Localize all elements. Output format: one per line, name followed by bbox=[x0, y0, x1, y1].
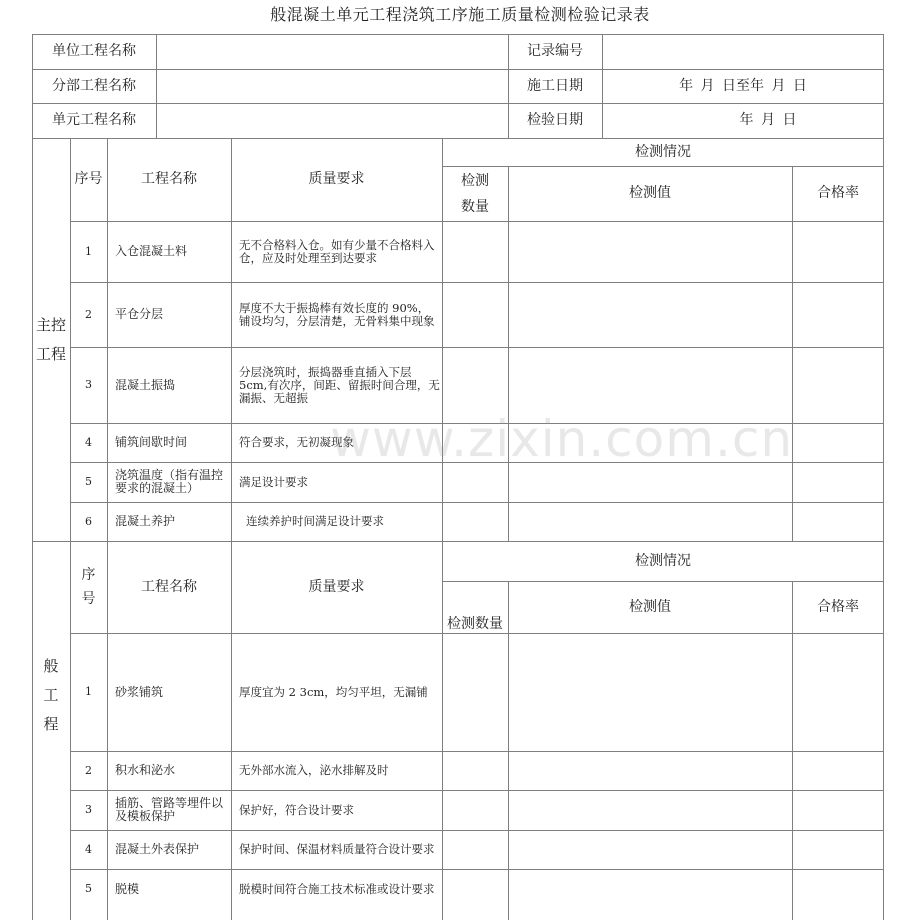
general-row-1-no: 1 bbox=[85, 685, 92, 699]
col-no-header: 序号 bbox=[74, 171, 103, 188]
element-project-value[interactable] bbox=[156, 103, 508, 138]
division-project-label: 分部工程名称 bbox=[52, 77, 136, 94]
general-col-no-header-line1: 序 bbox=[81, 567, 96, 583]
col-count-header-line2: 数量 bbox=[461, 198, 489, 215]
general-row-4-rate-cell[interactable] bbox=[792, 830, 884, 869]
main-row-1-rate-cell[interactable] bbox=[792, 221, 884, 282]
general-col-rate-header: 合格率 bbox=[817, 598, 859, 615]
general-row-1-item: 砂浆铺筑 bbox=[115, 684, 164, 699]
general-row-3-rate-cell[interactable] bbox=[792, 790, 884, 830]
general-row-2-count-cell[interactable] bbox=[442, 751, 508, 790]
main-row-5-count-cell[interactable] bbox=[442, 462, 508, 502]
col-item-header: 工程名称 bbox=[141, 171, 197, 188]
general-section-label-char-1: 般 bbox=[43, 657, 59, 675]
record-no-label: 记录编号 bbox=[527, 43, 583, 60]
division-project-value[interactable] bbox=[156, 69, 508, 103]
general-row-4-requirement: 保护时间、保温材料质量符合设计要求 bbox=[239, 842, 435, 856]
general-row-5-rate-cell[interactable] bbox=[792, 869, 884, 909]
main-row-3-rate-cell[interactable] bbox=[792, 347, 884, 423]
main-section-label bbox=[32, 138, 70, 541]
main-row-4-item: 铺筑间歇时间 bbox=[115, 435, 188, 450]
main-row-5-requirement: 满足设计要求 bbox=[239, 474, 308, 489]
main-row-3-requirement: 分层浇筑时，振捣器垂直插入下层 5cm,有次序，间距、留振时间合理，无漏振、无超振 bbox=[239, 364, 440, 405]
main-row-1-count-cell[interactable] bbox=[442, 221, 508, 282]
main-row-3-item: 混凝土振捣 bbox=[115, 377, 176, 392]
col-value-header: 检测值 bbox=[629, 185, 671, 202]
general-row-1-requirement: 厚度宜为 2 3cm，均匀平坦，无漏铺 bbox=[239, 684, 428, 699]
general-row-5-requirement: 脱模时间符合施工技术标准或设计要求 bbox=[239, 881, 435, 896]
general-row-4-no: 4 bbox=[85, 842, 92, 856]
general-col-no-header-line2: 号 bbox=[81, 591, 96, 607]
main-section-label-line2: 工程 bbox=[35, 344, 66, 363]
main-row-1-no: 1 bbox=[85, 244, 92, 258]
inspection-date-label: 检验日期 bbox=[527, 112, 583, 129]
main-row-1-item: 入仓混凝土料 bbox=[115, 244, 188, 259]
general-row-2-no: 2 bbox=[85, 763, 92, 777]
main-row-2-requirement: 厚度不大于振捣棒有效长度的 90%，铺设均匀，分层清楚，无骨料集中现象 bbox=[239, 300, 435, 328]
main-row-3-count-cell[interactable] bbox=[442, 347, 508, 423]
general-row-2-value-cell[interactable] bbox=[508, 751, 792, 790]
main-row-2-rate-cell[interactable] bbox=[792, 282, 884, 347]
col-count-header bbox=[442, 166, 508, 221]
main-row-5-item: 浇筑温度（指有温控要求的混凝土） bbox=[115, 468, 224, 495]
col-count-header-line1: 检测 bbox=[461, 172, 489, 189]
main-row-2-no: 2 bbox=[85, 307, 92, 321]
main-row-4-no: 4 bbox=[85, 435, 92, 449]
record-no-value[interactable] bbox=[602, 34, 884, 69]
main-row-4-count-cell[interactable] bbox=[442, 423, 508, 462]
general-row-3-value-cell[interactable] bbox=[508, 790, 792, 830]
unit-project-label: 单位工程名称 bbox=[52, 43, 136, 60]
general-row-1-rate-cell[interactable] bbox=[792, 633, 884, 751]
general-row-4-item: 混凝土外表保护 bbox=[115, 842, 200, 857]
element-project-label: 单元工程名称 bbox=[52, 112, 136, 129]
col-requirement-header: 质量要求 bbox=[308, 171, 365, 188]
general-col-inspection-header: 检测情况 bbox=[635, 552, 691, 569]
general-col-value-header: 检测值 bbox=[629, 598, 671, 615]
general-section-label bbox=[32, 541, 70, 920]
general-row-4-count-cell[interactable] bbox=[442, 830, 508, 869]
general-section-label-char-2: 工 bbox=[43, 686, 59, 704]
general-col-requirement-header: 质量要求 bbox=[308, 578, 365, 595]
general-row-3-requirement: 保护好，符合设计要求 bbox=[239, 802, 354, 817]
general-row-1-value-cell[interactable] bbox=[508, 633, 792, 751]
general-row-2-rate-cell[interactable] bbox=[792, 751, 884, 790]
unit-project-value[interactable] bbox=[156, 34, 508, 69]
main-row-2-item: 平仓分层 bbox=[115, 307, 164, 322]
main-row-4-value-cell[interactable] bbox=[508, 423, 792, 462]
general-row-5-no: 5 bbox=[85, 882, 92, 896]
inspection-date-value[interactable]: 年 月 日 bbox=[739, 112, 797, 129]
main-section-label-line1: 主控 bbox=[35, 315, 66, 334]
watermark: www.zixin.com.cn bbox=[330, 410, 794, 468]
construction-date-value[interactable]: 年 月 日至年 月 日 bbox=[679, 77, 807, 94]
main-row-5-rate-cell[interactable] bbox=[792, 462, 884, 502]
main-row-2-value-cell[interactable] bbox=[508, 282, 792, 347]
col-inspection-header: 检测情况 bbox=[635, 143, 691, 160]
main-row-6-rate-cell[interactable] bbox=[792, 502, 884, 541]
main-row-1-value-cell[interactable] bbox=[508, 221, 792, 282]
general-col-no-header bbox=[70, 541, 107, 633]
col-rate-header: 合格率 bbox=[817, 185, 859, 202]
main-row-6-no: 6 bbox=[85, 514, 92, 528]
main-row-5-value-cell[interactable] bbox=[508, 462, 792, 502]
main-row-3-value-cell[interactable] bbox=[508, 347, 792, 423]
general-row-3-count-cell[interactable] bbox=[442, 790, 508, 830]
main-row-4-rate-cell[interactable] bbox=[792, 423, 884, 462]
general-row-5-count-cell[interactable] bbox=[442, 869, 508, 909]
general-section-label-char-3: 程 bbox=[43, 715, 59, 733]
general-row-3-no: 3 bbox=[85, 803, 92, 817]
general-row-2-requirement: 无外部水流入，泌水排解及时 bbox=[239, 763, 389, 777]
general-row-4-value-cell[interactable] bbox=[508, 830, 792, 869]
general-col-item-header: 工程名称 bbox=[141, 578, 197, 595]
main-row-1-requirement: 无不合格料入仓。如有少量不合格料入仓，应及时处理至到达要求 bbox=[239, 237, 435, 265]
general-row-5-item: 脱模 bbox=[115, 881, 140, 896]
main-row-3-no: 3 bbox=[85, 378, 92, 392]
main-row-6-item: 混凝土养护 bbox=[115, 514, 176, 529]
main-row-4-requirement: 符合要求，无初凝现象 bbox=[239, 435, 354, 449]
construction-date-label: 施工日期 bbox=[527, 77, 583, 94]
main-row-5-no: 5 bbox=[85, 475, 92, 489]
general-row-3-item: 插筋、管路等埋件以及模板保护 bbox=[115, 796, 224, 823]
general-row-5-value-cell[interactable] bbox=[508, 869, 792, 909]
main-row-6-count-cell[interactable] bbox=[442, 502, 508, 541]
inspection-record-table bbox=[32, 34, 884, 920]
general-row-1-count-cell[interactable] bbox=[442, 633, 508, 751]
general-row-2-item: 积水和泌水 bbox=[115, 763, 176, 778]
general-col-count-header: 检测数量 bbox=[447, 616, 503, 633]
page-title: 般混凝土单元工程浇筑工序施工质量检测检验记录表 bbox=[270, 5, 650, 24]
main-row-6-requirement: 连续养护时间满足设计要求 bbox=[246, 514, 384, 528]
main-row-6-value-cell[interactable] bbox=[508, 502, 792, 541]
main-row-2-count-cell[interactable] bbox=[442, 282, 508, 347]
